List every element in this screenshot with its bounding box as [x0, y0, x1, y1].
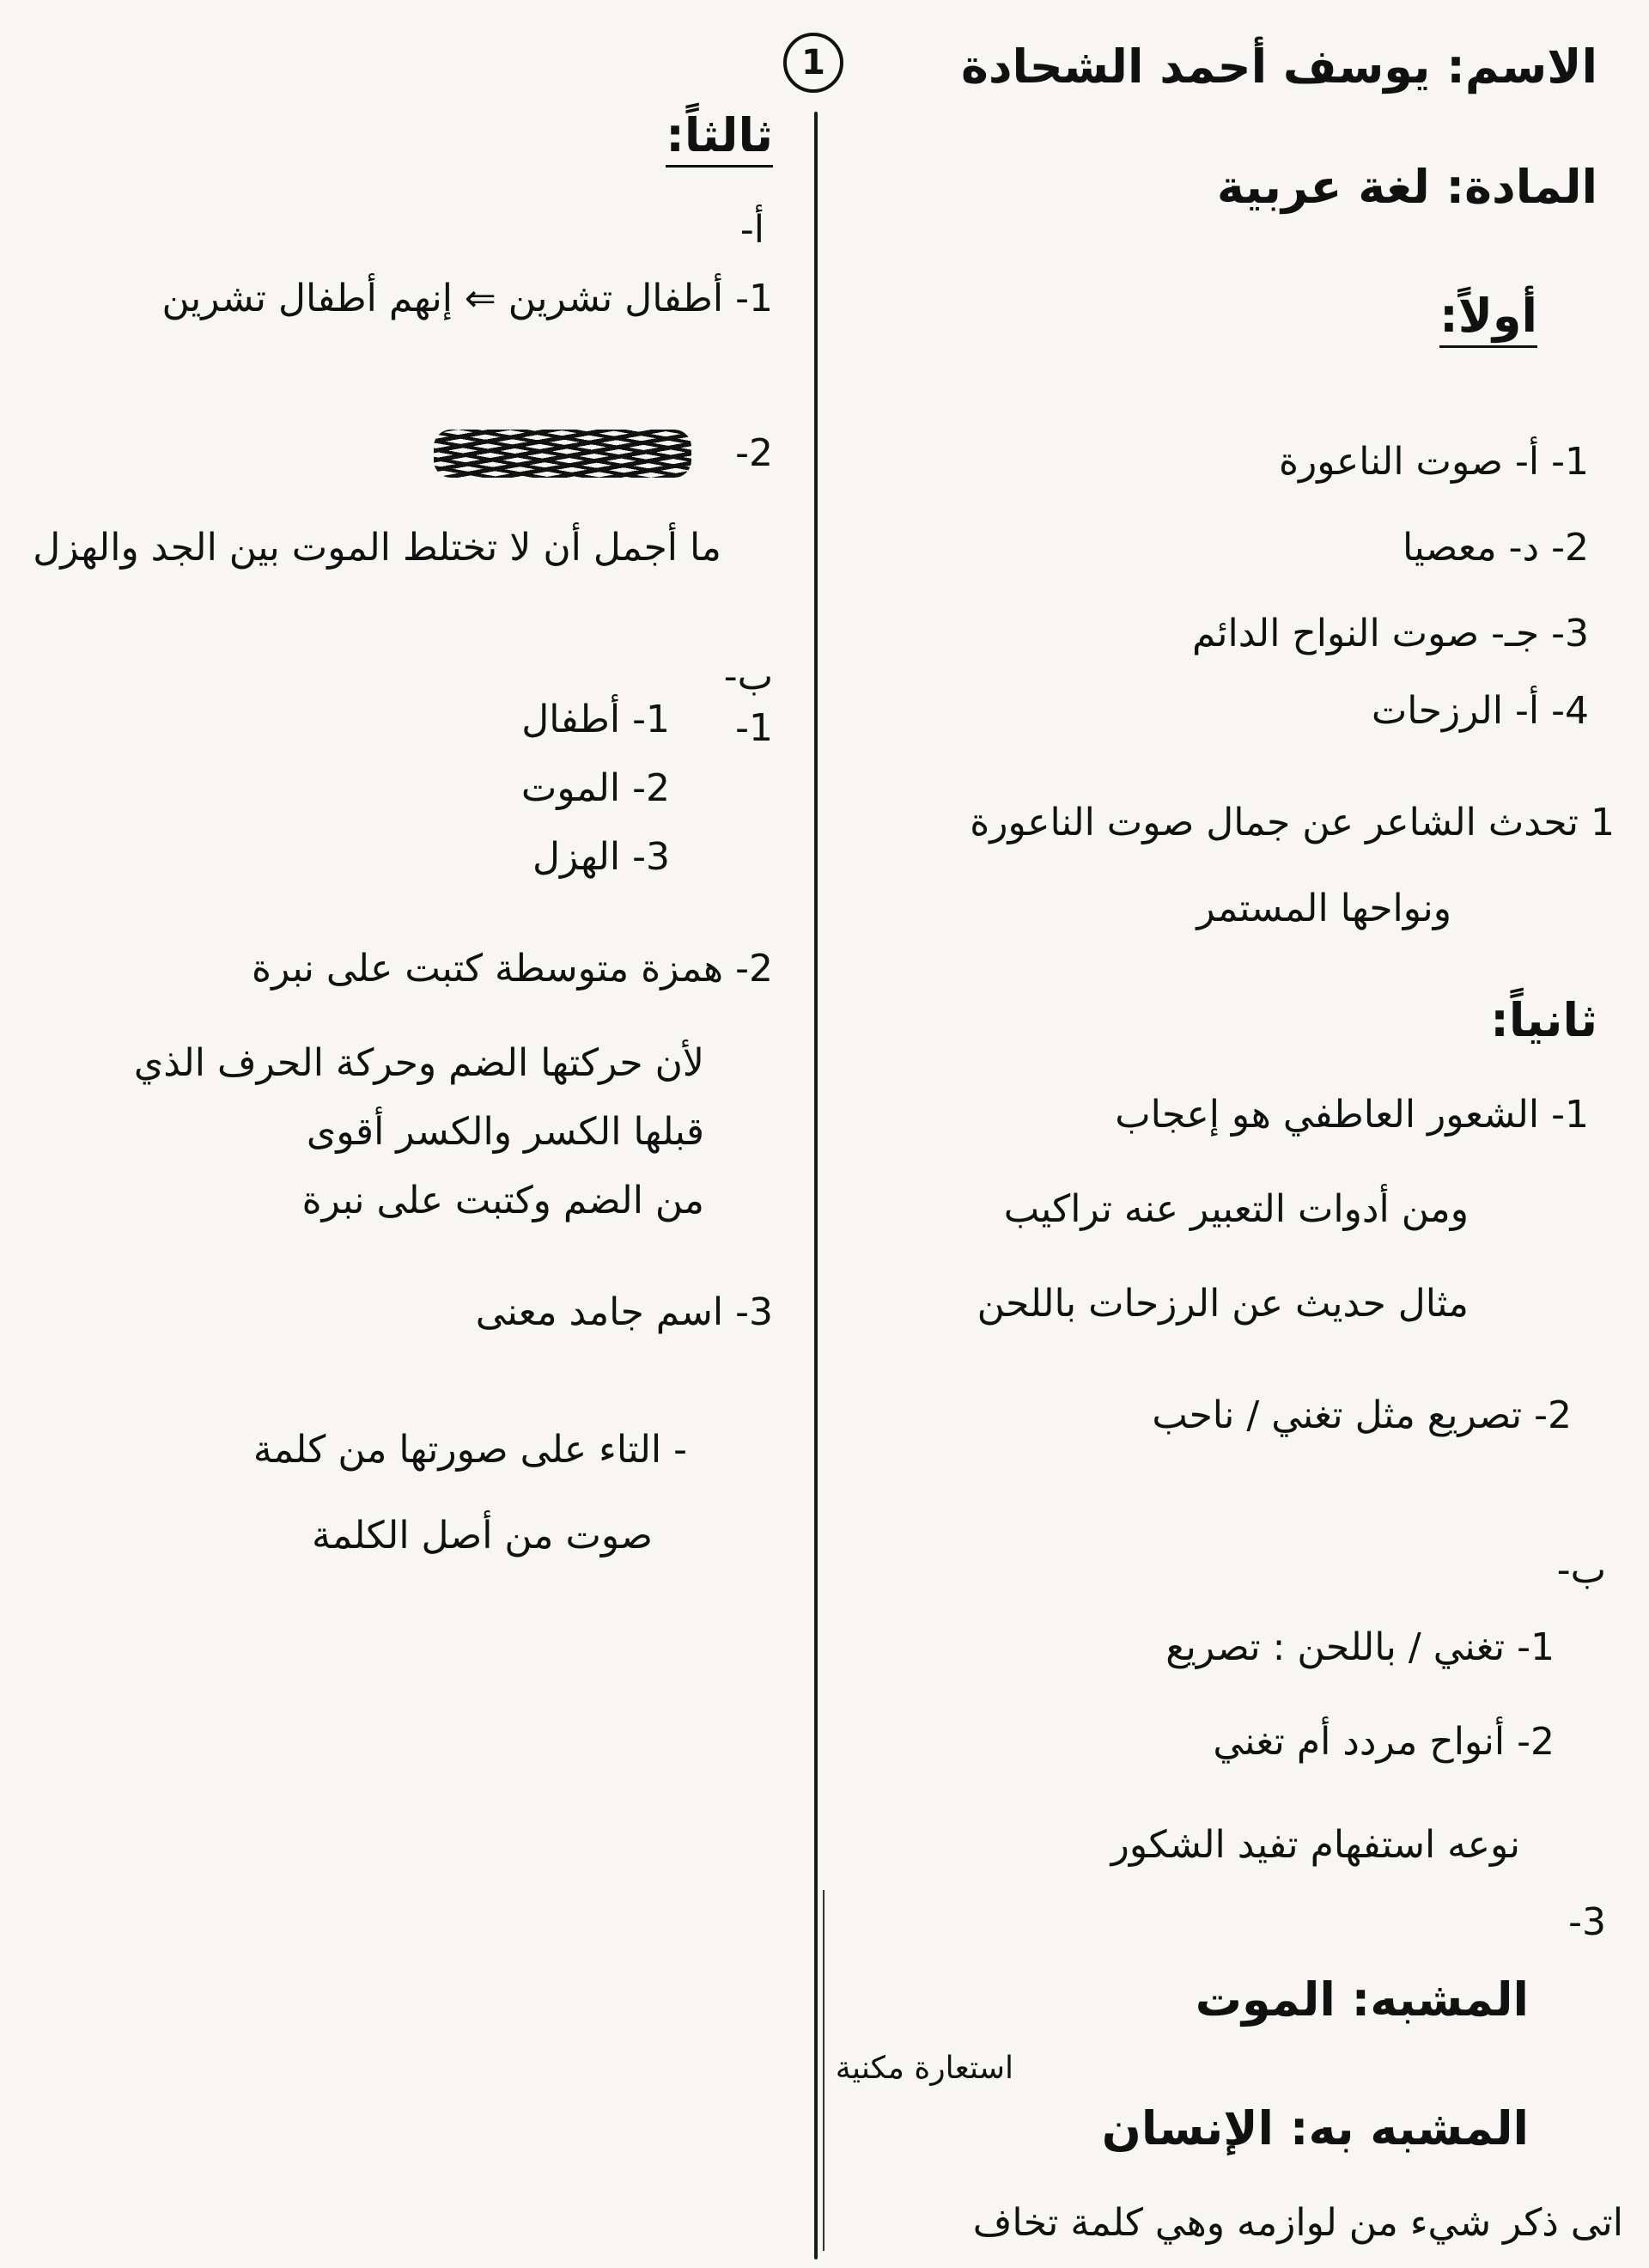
section-two-2: 2- تصريع مثل تغني / ناحب: [1152, 1393, 1572, 1437]
section-three-2-line2: لأن حركتها الضم وحركة الحرف الذي: [133, 1041, 704, 1085]
page-number: 1: [801, 43, 825, 82]
section-three-a-2-num: 2-: [735, 431, 773, 475]
section-two-item-3-num: 3-: [1568, 1900, 1606, 1944]
section-three-b-num: 1-: [735, 706, 773, 750]
mushabbah-line: المشبه: الموت: [1195, 1972, 1529, 2027]
answer-1-1: 1- أ- صوت الناعورة: [1278, 440, 1589, 484]
crossed-out-text: [434, 430, 691, 478]
section-three-3: 3- اسم جامد معنى: [475, 1290, 773, 1334]
section-three-2-line3: قبلها الكسر والكسر أقوى: [306, 1110, 704, 1154]
section-two-b-2: 2- أنواح مردد أم تغني: [1213, 1720, 1555, 1764]
section-three-3-line2: - التاء على صورتها من كلمة: [253, 1428, 687, 1472]
section-two-1-line1: 1- الشعور العاطفي هو إعجاب: [1115, 1093, 1589, 1137]
column-divider-lower: [823, 1890, 824, 2251]
subject-line: المادة: لغة عربية: [1216, 160, 1597, 214]
section-three-a-label: أ-: [739, 208, 764, 252]
answer-1-3: 3- جـ- صوت النواح الدائم: [1191, 612, 1589, 655]
metaphor-type-note: استعارة مكنية: [835, 2051, 1013, 2086]
section-three-b-item-3: 3- الهزل: [532, 835, 670, 879]
section-three-a-2: ما أجمل أن لا تختلط الموت بين الجد والهزل: [33, 526, 721, 570]
section-three-b-item-2: 2- الموت: [520, 766, 670, 810]
page-number-circle: [783, 33, 843, 93]
section-three-b-label: ب-: [723, 655, 773, 698]
answer-q1-line1: 1 تحدث الشاعر عن جمال صوت الناعورة: [970, 801, 1615, 844]
answer-1-4: 4- أ- الرزحات: [1371, 689, 1589, 733]
section-three-3-line3: صوت من أصل الكلمة: [312, 1514, 653, 1558]
section-two-1-line2: ومن أدوات التعبير عنه تراكيب: [1003, 1187, 1469, 1231]
answer-q1-line2: ونواحها المستمر: [1196, 887, 1451, 930]
section-three-2-line1: 2- همزة متوسطة كتبت على نبرة: [252, 947, 773, 991]
section-three-a-1: 1- أطفال تشرين ⇐ إنهم أطفال تشرين: [161, 277, 773, 320]
metaphor-explanation: اتى ذكر شيء من لوازمه وهي كلمة تخاف: [972, 2201, 1623, 2245]
section-two-b-label: ب-: [1556, 1548, 1606, 1592]
mushabbah-bih-line: المشبه به: الإنسان: [1101, 2101, 1529, 2155]
answer-1-2: 2- د- معصيا: [1403, 526, 1589, 570]
section-three-heading: ثالثاً:: [666, 112, 773, 168]
section-two-b-1: 1- تغني / باللحن : تصريع: [1165, 1625, 1555, 1669]
section-three-b-item-1: 1- أطفال: [521, 698, 670, 741]
student-name: الاسم: يوسف أحمد الشحادة: [960, 40, 1597, 94]
section-two-b-3: نوعه استفهام تفيد الشكور: [1110, 1823, 1520, 1867]
section-one-heading: أولاً:: [1439, 292, 1537, 348]
column-divider: [814, 112, 818, 2259]
section-three-2-line4: من الضم وكتبت على نبرة: [301, 1179, 704, 1222]
section-two-1-line3: مثال حديث عن الرزحات باللحن: [977, 1282, 1469, 1326]
section-two-heading: ثانياً:: [1490, 993, 1597, 1047]
